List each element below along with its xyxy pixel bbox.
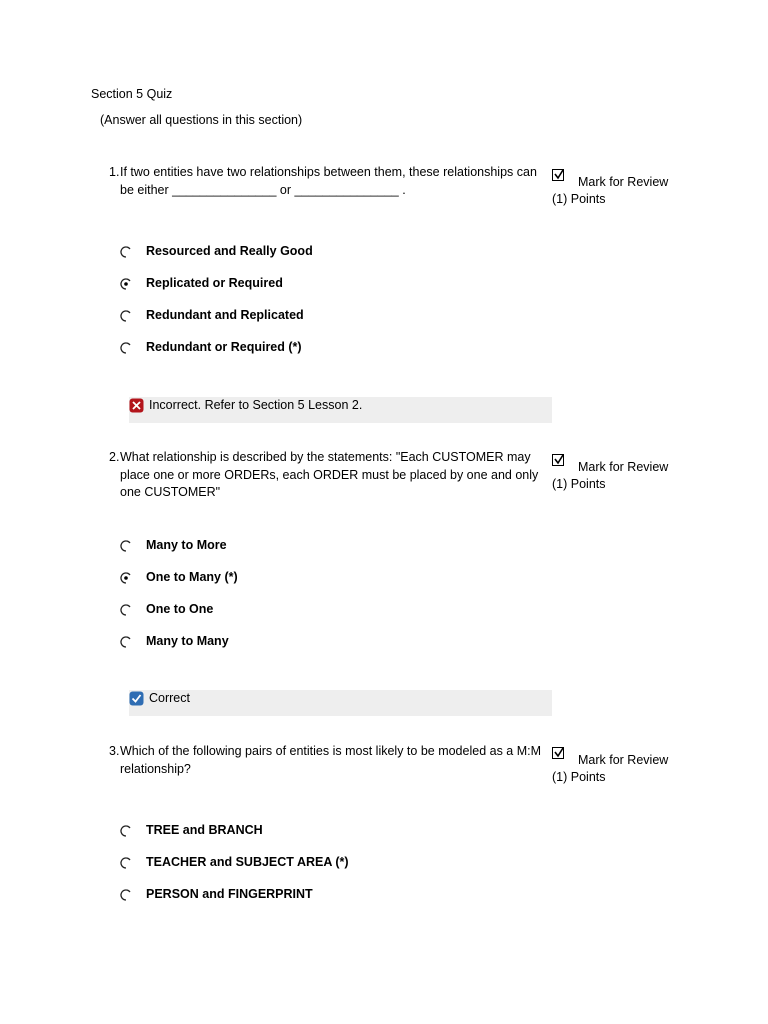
- blue-check-icon: [129, 691, 144, 706]
- checkbox-checked-icon[interactable]: [552, 747, 564, 759]
- mark-for-review-label: Mark for Review: [578, 175, 669, 189]
- question-3: [109, 743, 541, 778]
- page-title: Section 5 Quiz: [91, 87, 173, 101]
- option-label: TEACHER and SUBJECT AREA (*): [146, 855, 349, 869]
- radio-icon[interactable]: [120, 857, 132, 869]
- option-label: Redundant and Replicated: [146, 308, 304, 322]
- option-label: PERSON and FINGERPRINT: [146, 887, 313, 901]
- radio-icon[interactable]: [120, 246, 132, 258]
- points-label: (1) Points: [552, 770, 606, 784]
- option-label: Replicated or Required: [146, 276, 283, 290]
- question-number: 1.: [109, 165, 120, 179]
- option-label: Many to Many: [146, 634, 229, 648]
- option-label: One to Many (*): [146, 570, 238, 584]
- radio-icon[interactable]: [120, 636, 132, 648]
- radio-selected-icon[interactable]: [120, 572, 132, 584]
- radio-icon[interactable]: [120, 889, 132, 901]
- question-text: What relationship is described by the statements: "Each CUSTOMER may place one or more ORDERs, each ORDER must be placed by one and only one CUSTOMER": [120, 450, 539, 499]
- radio-icon[interactable]: [120, 825, 132, 837]
- question-1: [109, 164, 541, 199]
- radio-selected-icon[interactable]: [120, 278, 132, 290]
- checkbox-checked-icon[interactable]: [552, 169, 564, 181]
- question-text: Which of the following pairs of entities is most likely to be modeled as a M:M relationship?: [120, 744, 542, 776]
- points-label: (1) Points: [552, 192, 606, 206]
- feedback-incorrect: [129, 397, 552, 423]
- feedback-text: Correct: [149, 691, 190, 705]
- radio-icon[interactable]: [120, 540, 132, 552]
- question-number: 3.: [109, 744, 120, 758]
- feedback-text: Incorrect. Refer to Section 5 Lesson 2.: [149, 398, 363, 412]
- radio-icon[interactable]: [120, 604, 132, 616]
- radio-icon[interactable]: [120, 342, 132, 354]
- question-2: [109, 449, 541, 502]
- mark-for-review-label: Mark for Review: [578, 460, 669, 474]
- red-x-icon: [129, 398, 144, 413]
- option-label: One to One: [146, 602, 214, 616]
- question-number: 2.: [109, 450, 120, 464]
- option-label: Redundant or Required (*): [146, 340, 302, 354]
- option-label: Many to More: [146, 538, 227, 552]
- quiz-instructions: (Answer all questions in this section): [100, 113, 303, 127]
- option-label: TREE and BRANCH: [146, 823, 263, 837]
- mark-for-review-label: Mark for Review: [578, 753, 669, 767]
- checkbox-checked-icon[interactable]: [552, 454, 564, 466]
- feedback-correct: [129, 690, 552, 716]
- question-text: If two entities have two relationships between them, these relationships can be either _______________ or _______________ .: [120, 165, 537, 197]
- option-label: Resourced and Really Good: [146, 244, 313, 258]
- radio-icon[interactable]: [120, 310, 132, 322]
- points-label: (1) Points: [552, 477, 606, 491]
